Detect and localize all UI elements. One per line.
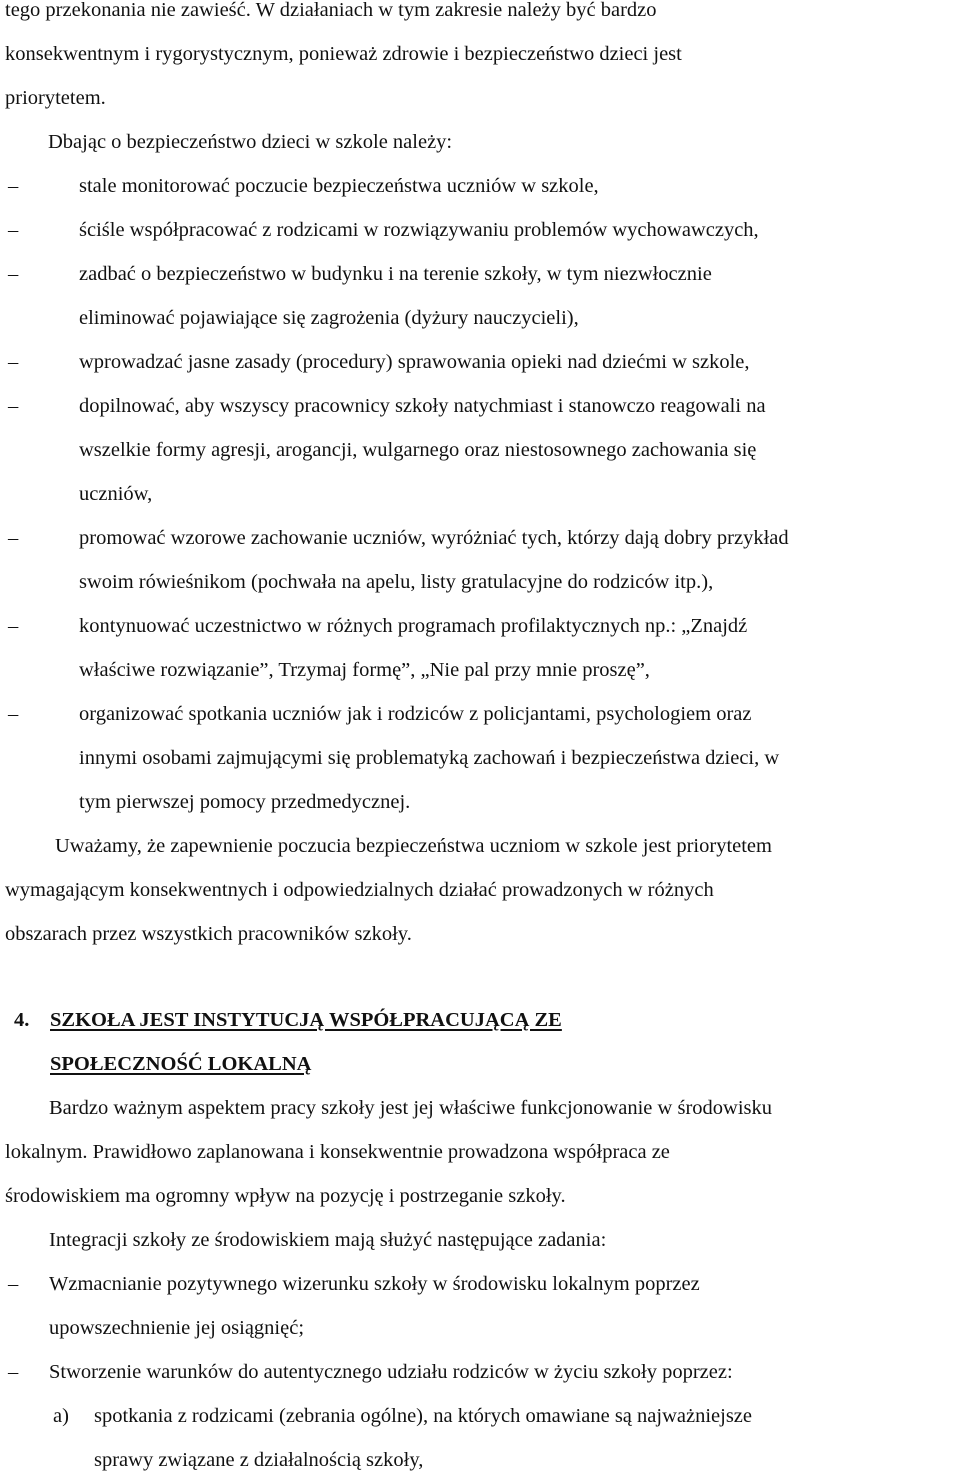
dash-bullet-icon <box>8 604 28 648</box>
dash-bullet-icon <box>8 1262 28 1306</box>
section-heading <box>0 998 960 1086</box>
list-item <box>0 604 955 692</box>
list-item-text: eliminować pojawiające się zagrożenia (dyżury nauczycieli), <box>79 307 579 329</box>
list-item-text: tym pierwszej pomocy przedmedycznej. <box>79 791 411 813</box>
list-item-text: innymi osobami zajmującymi się problematyką zachowań i bezpieczeństwa dzieci, w <box>79 747 780 769</box>
integration-list <box>0 1262 960 1394</box>
list-item-text: Wzmacnianie pozytywnego wizerunku szkoły w środowisku lokalnym poprzez <box>49 1273 700 1295</box>
list-item-text: Stworzenie warunków do autentycznego udziału rodziców w życiu szkoły poprzez: <box>49 1361 733 1383</box>
section-title: SZKOŁA JEST INSTYTUCJĄ WSPÓŁPRACUJĄCĄ ZE <box>50 1009 562 1031</box>
list-item-text: wszelkie formy agresji, arogancji, wulgarnego oraz niestosownego zachowania się <box>79 439 757 461</box>
list-item <box>0 252 955 340</box>
list-item <box>0 1262 955 1350</box>
text-line: priorytetem. <box>5 87 106 109</box>
text-line: wymagającym konsekwentnych i odpowiedzialnych działać prowadzonych w różnych <box>5 879 714 901</box>
dash-bullet-icon <box>8 1350 28 1394</box>
dash-bullet-icon <box>8 384 28 428</box>
lead-sentence: Dbając o bezpieczeństwo dzieci w szkole należy: <box>48 131 453 153</box>
safety-list <box>0 164 960 824</box>
dash-bullet-icon <box>8 692 28 736</box>
list-item <box>0 340 955 384</box>
list-item <box>0 1394 955 1482</box>
list-item <box>0 1350 955 1394</box>
list-item-text: zadbać o bezpieczeństwo w budynku i na terenie szkoły, w tym niezwłocznie <box>79 263 712 285</box>
dash-bullet-icon <box>8 208 28 252</box>
community-paragraph <box>0 1086 955 1218</box>
list-item <box>0 164 955 208</box>
tasks-lead: Integracji szkoły ze środowiskiem mają służyć następujące zadania: <box>49 1229 607 1251</box>
list-item-text: stale monitorować poczucie bezpieczeństwa uczniów w szkole, <box>79 175 599 197</box>
list-item-text: dopilnować, aby wszyscy pracownicy szkoły natychmiast i stanowczo reagowali na <box>79 395 766 417</box>
text-line: obszarach przez wszystkich pracowników szkoły. <box>5 923 412 945</box>
list-item-text: swoim rówieśnikom (pochwała na apelu, listy gratulacyjne do rodziców itp.), <box>79 571 714 593</box>
section-title: SPOŁECZNOŚĆ LOKALNĄ <box>50 1053 312 1075</box>
list-item-text: upowszechnienie jej osiągnięć; <box>49 1317 305 1339</box>
list-item-text: wprowadzać jasne zasady (procedury) sprawowania opieki nad dziećmi w szkole, <box>79 351 750 373</box>
text-line: konsekwentnym i rygorystycznym, ponieważ zdrowie i bezpieczeństwo dzieci jest <box>5 43 682 65</box>
list-item-text: promować wzorowe zachowanie uczniów, wyróżniać tych, którzy dają dobry przykład <box>79 527 789 549</box>
dash-bullet-icon <box>8 252 28 296</box>
list-item <box>0 384 955 516</box>
text-line: Bardzo ważnym aspektem pracy szkoły jest jej właściwe funkcjonowanie w środowisku <box>49 1097 772 1119</box>
section-number: 4. <box>14 1009 30 1031</box>
list-item-text: właściwe rozwiązanie”, Trzymaj formę”, „Nie pal przy mnie proszę”, <box>79 659 650 681</box>
list-item <box>0 692 955 824</box>
text-line: tego przekonania nie zawieść. W działaniach w tym zakresie należy być bardzo <box>5 0 657 21</box>
list-item-text: uczniów, <box>79 483 153 505</box>
summary-paragraph <box>0 824 955 956</box>
text-line: Uważamy, że zapewnienie poczucia bezpieczeństwa uczniom w szkole jest priorytetem <box>55 835 772 857</box>
list-letter: a) <box>53 1405 69 1427</box>
dash-bullet-icon <box>8 516 28 560</box>
dash-bullet-icon <box>8 340 28 384</box>
intro-continuation <box>0 0 955 120</box>
text-line: lokalnym. Prawidłowo zaplanowana i konsekwentnie prowadzona współpraca ze <box>5 1141 670 1163</box>
list-item-text: ściśle współpracować z rodzicami w rozwiązywaniu problemów wychowawczych, <box>79 219 759 241</box>
list-item-text: spotkania z rodzicami (zebrania ogólne), na których omawiane są najważniejsze <box>94 1405 752 1427</box>
list-item <box>0 516 955 604</box>
list-item-text: kontynuować uczestnictwo w różnych programach profilaktycznych np.: „Znajdź <box>79 615 748 637</box>
lettered-list <box>0 1394 960 1482</box>
text-line: środowiskiem ma ogromny wpływ na pozycję i postrzeganie szkoły. <box>5 1185 566 1207</box>
list-item-text: organizować spotkania uczniów jak i rodziców z policjantami, psychologiem oraz <box>79 703 752 725</box>
dash-bullet-icon <box>8 164 28 208</box>
list-item <box>0 208 955 252</box>
list-item-text: sprawy związane z działalnością szkoły, <box>94 1449 424 1471</box>
